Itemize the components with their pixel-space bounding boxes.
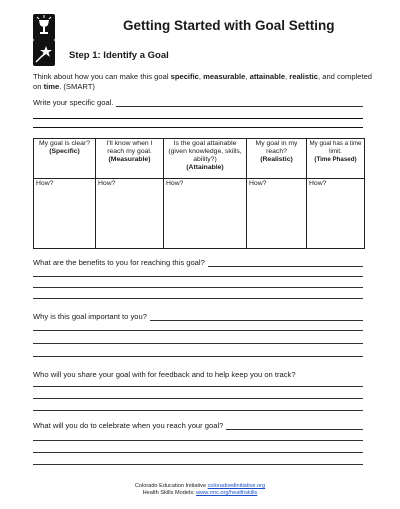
header-attainable: Is the goal attainable (given knowledge, skills, ability?) (Attainable) — [164, 139, 247, 179]
rmc-link[interactable]: www.rmc.org/healthskills — [196, 490, 258, 496]
benefits-question-label: What are the benefits to you for reaching this goal? — [33, 258, 205, 267]
importance-question-label: Why is this goal important to you? — [33, 312, 147, 321]
specific-goal-line[interactable] — [116, 99, 363, 107]
trophy-logo-icon — [33, 14, 55, 40]
importance-answer-line[interactable] — [150, 313, 363, 321]
share-line-2[interactable] — [33, 398, 363, 399]
smart-table-answer-row — [34, 179, 365, 249]
step-title: Step 1: Identify a Goal — [69, 50, 169, 61]
celebrate-question — [33, 421, 363, 430]
celebrate-answer-line[interactable] — [226, 422, 363, 430]
header-realistic: My goal in my reach? (Realistic) — [247, 139, 307, 179]
cell-attainable[interactable]: How? — [164, 179, 247, 249]
benefits-answer-line[interactable] — [208, 259, 363, 267]
specific-goal-row — [33, 98, 363, 107]
footer-line-2: Health Skills Models: www.rmc.org/healthskills — [142, 490, 258, 496]
cei-link[interactable]: coloradoedinitiative.org — [207, 483, 266, 489]
share-line-1[interactable] — [33, 386, 363, 387]
share-question — [33, 370, 363, 379]
benefits-question — [33, 258, 363, 267]
footer-line-1: Colorado Education Initiative coloradoedinitiative.org — [134, 483, 266, 489]
importance-line-3[interactable] — [33, 356, 363, 357]
benefits-line-3[interactable] — [33, 298, 363, 299]
page-header — [33, 10, 373, 70]
goal-answer-line-2[interactable] — [33, 127, 363, 128]
benefits-line-1[interactable] — [33, 276, 363, 277]
page-footer — [0, 483, 400, 497]
benefits-line-2[interactable] — [33, 287, 363, 288]
celebrate-line-2[interactable] — [33, 452, 363, 453]
celebrate-question-label: What will you do to celebrate when you reach your goal? — [33, 421, 224, 430]
importance-line-1[interactable] — [33, 330, 363, 331]
celebrate-line-1[interactable] — [33, 440, 363, 441]
header-time-phased: My goal has a time limit. (Time Phased) — [307, 139, 365, 179]
goal-answer-line-1[interactable] — [33, 118, 363, 119]
importance-question — [33, 312, 363, 321]
star-logo-icon — [33, 40, 55, 66]
header-measurable: I'll know when I reach my goal. (Measurable) — [96, 139, 164, 179]
smart-instructions: Think about how you can make this goal specific, measurable, attainable, realistic, and completed on time. (SMART) — [33, 72, 373, 91]
celebrate-line-3[interactable] — [33, 464, 363, 465]
cell-realistic[interactable]: How? — [247, 179, 307, 249]
share-question-label: Who will you share your goal with for feedback and to help keep you on track? — [33, 370, 296, 379]
cell-specific[interactable]: How? — [34, 179, 96, 249]
specific-goal-label: Write your specific goal. — [33, 98, 114, 107]
share-line-3[interactable] — [33, 410, 363, 411]
cell-time-phased[interactable]: How? — [307, 179, 365, 249]
smart-table-header-row — [34, 139, 365, 179]
smart-table — [33, 138, 365, 249]
header-specific: My goal is clear? (Specific) — [34, 139, 96, 179]
importance-line-2[interactable] — [33, 343, 363, 344]
cell-measurable[interactable]: How? — [96, 179, 164, 249]
page-title: Getting Started with Goal Setting — [123, 18, 335, 33]
